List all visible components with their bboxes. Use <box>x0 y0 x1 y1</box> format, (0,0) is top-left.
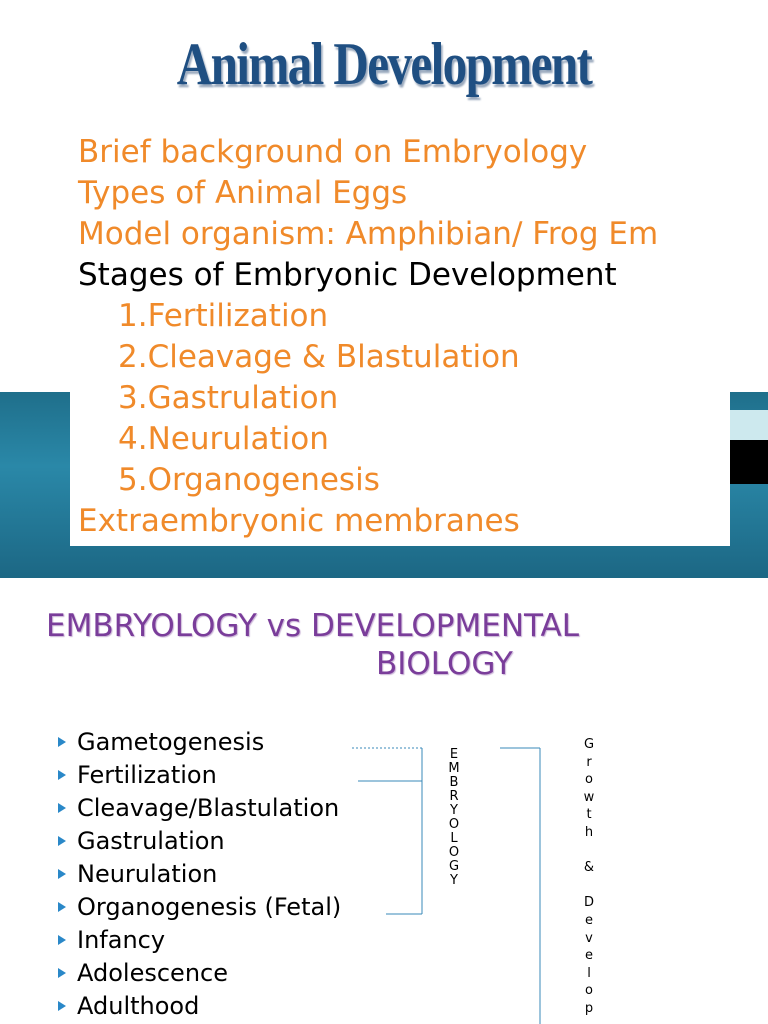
vertical-letter: & <box>583 860 595 876</box>
vertical-letter: v <box>585 930 593 946</box>
vertical-letter: L <box>450 831 458 846</box>
outline-subitem: 2.Cleavage & Blastulation <box>118 339 520 375</box>
growth-development-vertical-label <box>581 736 597 1018</box>
vertical-letter: e <box>585 912 593 928</box>
bracket-lines <box>0 578 768 1024</box>
vertical-letter: r <box>586 754 592 770</box>
outline-subitem: 5.Organogenesis <box>118 462 380 498</box>
band-black-block <box>725 440 768 484</box>
vertical-letter: Y <box>450 873 458 888</box>
vertical-letter: o <box>585 983 593 999</box>
vertical-letter: e <box>585 948 593 964</box>
vertical-letter <box>581 877 597 895</box>
outline-item: Model organism: Amphibian/ Frog Em <box>78 216 659 252</box>
slide-title-line2: BIOLOGY <box>376 646 513 682</box>
outline-subitem: 4.Neurulation <box>118 421 329 457</box>
vertical-letter: h <box>584 824 594 840</box>
embryology-vertical-label <box>446 748 462 888</box>
outline-item: Extraembryonic membranes <box>78 503 520 539</box>
vertical-letter: p <box>584 1000 594 1016</box>
vertical-letter: M <box>448 761 460 776</box>
vertical-letter: O <box>448 817 460 832</box>
outline-item: Types of Animal Eggs <box>78 175 408 211</box>
vertical-letter: o <box>585 772 593 788</box>
slide-title: Animal Development <box>176 31 592 97</box>
vertical-letter: l <box>587 965 591 981</box>
vertical-letter: w <box>583 789 595 805</box>
vertical-letter: R <box>449 789 459 804</box>
vertical-letter <box>581 842 597 860</box>
vertical-letter: E <box>449 747 459 762</box>
vertical-letter: G <box>448 859 460 874</box>
slide-embryology-vs-developmental-biology: EMBRYOLOGY vs DEVELOPMENTAL BIOLOGY Gametogenesis Fertilization Cleavage/Blastulation Gastrulation Neurulation Organogenesis (Fetal) Infancy Adolescence Adulthood E M B R Y O L O G Y G r o w t h & D e v e l o p <box>0 578 768 1024</box>
outline-item: Stages of Embryonic Development <box>78 257 617 293</box>
outline-subitem: 1.Fertilization <box>118 298 329 334</box>
vertical-letter: O <box>448 845 460 860</box>
vertical-letter: D <box>583 895 594 911</box>
vertical-letter: Y <box>450 803 458 818</box>
outline-subitem: 3.Gastrulation <box>118 380 339 416</box>
vertical-letter: t <box>586 807 592 823</box>
outline-item: Brief background on Embryology <box>78 134 588 170</box>
slide-title-line1: EMBRYOLOGY vs DEVELOPMENTAL <box>46 608 580 644</box>
vertical-letter: B <box>449 775 459 790</box>
vertical-letter: G <box>583 737 595 752</box>
